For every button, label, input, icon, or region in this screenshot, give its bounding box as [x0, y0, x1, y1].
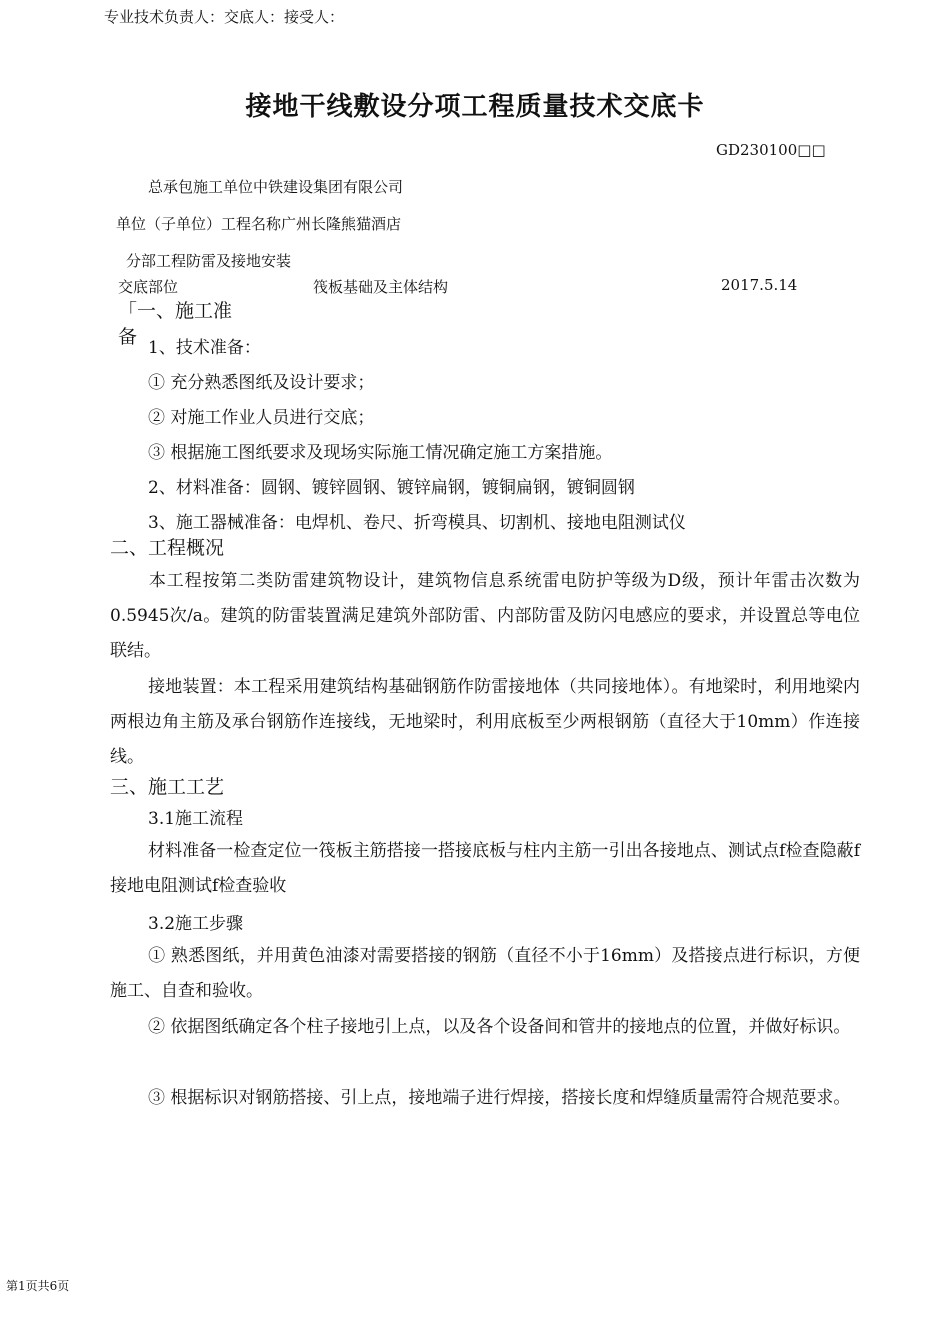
equipment-prep-line: 3、施工器械准备：电焊机、卷尺、折弯模具、切割机、接地电阻测试仪 [148, 513, 686, 533]
process-flow-text: 材料准备一检查定位一筏板主筋搭接一搭接底板与柱内主筋一引出各接地点、测试点f检查隐蔽f接地电阻测试f检查验收 [110, 841, 860, 896]
section1-heading-line2: 备 [118, 326, 138, 348]
project-name-line: 单位（子单位）工程名称广州长隆熊猫酒店 [116, 215, 402, 233]
process-flow-paragraph [110, 834, 860, 904]
overview-paragraph [110, 564, 860, 669]
date-value: 2017.5.14 [721, 276, 798, 294]
location-label: 交底部位 [118, 278, 179, 296]
section2-heading: 二、工程概况 [110, 537, 225, 559]
step-text: ① 熟悉图纸，并用黄色油漆对需要搭接的钢筋（直径不小于16mm）及搭接点进行标识，方便施工、自查和验收。 [110, 946, 860, 1001]
tech-prep-item: ② 对施工作业人员进行交底； [148, 408, 375, 428]
tech-prep-item: ① 充分熟悉图纸及设计要求； [148, 373, 375, 393]
step-paragraph [110, 939, 860, 1009]
section1-heading-line1: 「一、施工准 [118, 300, 233, 322]
overview-text: 本工程按第二类防雷建筑物设计，建筑物信息系统雷电防护等级为D级，预计年雷击次数为0.5945次/a。建筑的防雷装置满足建筑外部防雷、内部防雷及防闪电感应的要求，并设置总等电位联结。 [110, 571, 860, 661]
document-title: 接地干线敷设分项工程质量技术交底卡 [245, 92, 705, 122]
page-number: 第1页共6页 [6, 1279, 70, 1293]
tech-prep-item: ③ 根据施工图纸要求及现场实际施工情况确定施工方案措施。 [148, 443, 613, 463]
step-paragraph [110, 1010, 860, 1045]
signoff-line: 专业技术负责人：交底人：接受人： [104, 8, 345, 26]
grounding-text: 接地装置：本工程采用建筑结构基础钢筋作防雷接地体（共同接地体）。有地梁时，利用地梁内两根边角主筋及承台钢筋作连接线，无地梁时，利用底板至少两根钢筋（直径大于10mm）作连接线。 [110, 677, 860, 767]
section3-heading: 三、施工工艺 [110, 776, 225, 798]
tech-prep-label: 1、技术准备： [148, 338, 261, 358]
step-text: ② 依据图纸确定各个柱子接地引上点，以及各个设备间和管井的接地点的位置，并做好标识。 [148, 1017, 851, 1037]
step-paragraph [110, 1081, 860, 1116]
grounding-paragraph [110, 670, 860, 775]
contractor-line: 总承包施工单位中铁建设集团有限公司 [148, 178, 404, 196]
division-line: 分部工程防雷及接地安装 [126, 252, 292, 270]
document-number: GD230100□□ [716, 141, 826, 159]
material-prep-line: 2、材料准备：圆钢、镀锌圆钢、镀锌扁钢，镀铜扁钢，镀铜圆钢 [148, 478, 635, 498]
location-value: 筏板基础及主体结构 [313, 278, 449, 296]
steps-heading: 3.2施工步骤 [148, 914, 244, 934]
process-flow-heading: 3.1施工流程 [148, 809, 244, 829]
step-text: ③ 根据标识对钢筋搭接、引上点，接地端子进行焊接，搭接长度和焊缝质量需符合规范要求。 [148, 1088, 851, 1108]
